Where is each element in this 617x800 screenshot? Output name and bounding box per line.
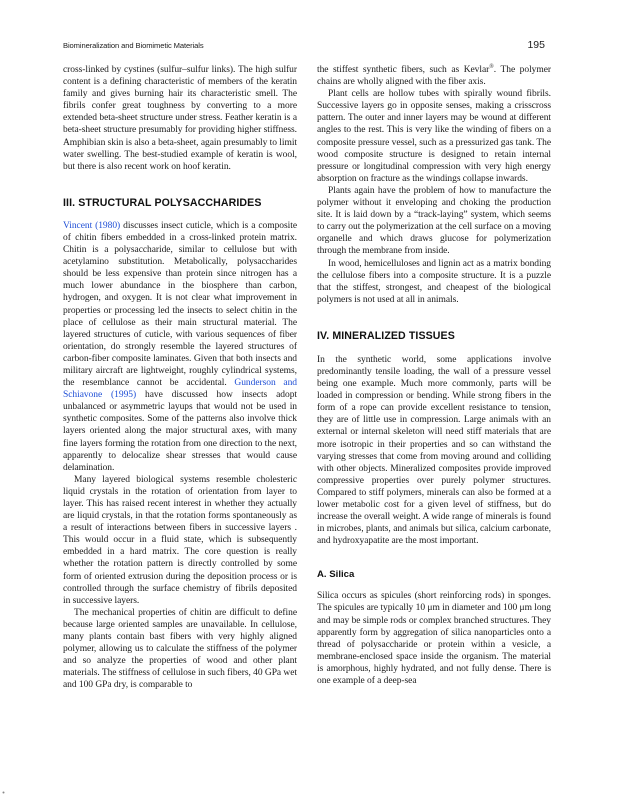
insect-cuticle-paragraph: [63, 220, 297, 474]
insect-cuticle-text-part1: discusses insect cuticle, which is a composite of chitin fibers embedded in a cross-linked protein matrix. Chitin is a polysaccharide, similar to cellulose but with acetylamino substitution. Metabolically, polysaccharides should be less expensive than protein since nitrogen has a much lower abundance in the biosphere than carbon, hydrogen, and oxygen. It is not clear what improvement in properties or processing led the insects to select chitin in the place of cellulose as their main structural material. The layered structures of cuticle, with various sequences of fiber orientation, do strongly resemble the layered structures of carbon-fiber composite laminates. Given that both insects and military aircraft are lightweight, roughly cylindrical systems, the resemblance cannot be accidental.: [63, 220, 297, 389]
citation-link-vincent-1980[interactable]: Vincent (1980): [63, 220, 121, 231]
keratin-paragraph: cross-linked by cystines (sulfur–sulfur links). The high sulfur content is a defining characteristic of members of the keratin family and gives burning hair its characteristic smell. The fibrils confer great toughness by converting to a more extended beta-sheet structure under stress. Feather keratin is a beta-sheet structure presumably for providing higher stiffness. Amphibian skin is also a beta-sheet, again presumably to limit water swelling. The best-studied example of keratin is wool, but there is also recent work on hoof keratin.: [63, 65, 297, 172]
plant-cells-paragraph: Plant cells are hollow tubes with spirally wound fibrils. Successive layers go in opposite senses, making a crisscross pattern. The outer and inner layers may be wound at different angles to the rest. This is very like the winding of fibers on a composite pressure vessel, such as a pressurized gas tank. The wood composite structure is designed to retain internal pressure or longitudinal compression with very high energy absorption on fracture as the windings collapse inwards.: [317, 89, 551, 184]
subsection-heading-silica: A. Silica: [317, 569, 355, 581]
silica-paragraph: Silica occurs as spicules (short reinforcing rods) in sponges. The spicules are typically 10 μm in diameter and 100 μm long and may be simple rods or complex branched structures. They apparently form by aggregation of silica nanoparticles onto a thread of polysaccharide or protein within a vesicle, a membrane-enclosed space inside the organism. The material is amorphous, highly hydrated, and not fully dense. There is one example of a deep-sea: [317, 591, 551, 687]
track-laying-paragraph: Plants again have the problem of how to manufacture the polymer without it enveloping and choking the production site. It is laid down by a “track-laying” system, which seems to carry out the polymerization at the cell surface on a moving organelle and which draws glucose for polymerization through the membrane from inside.: [317, 185, 551, 257]
corner-dot-mark: [2, 791, 5, 794]
wood-matrix-paragraph: In wood, hemicelluloses and lignin act as a matrix bonding the cellulose fibers into a composite structure. It is a puzzle that the stiffest, strongest, and cheapest of the biological polymers is not used at all in animals.: [317, 258, 551, 305]
citation-link-gunderson-schiavone-1995[interactable]: Gunderson and Schiavone (1995): [63, 378, 297, 401]
page-number: 195: [527, 39, 545, 51]
chitin-properties-paragraph: The mechanical properties of chitin are difficult to define because large oriented samples are unavailable. In cellulose, many plants contain bast fibers with very highly aligned polymer, allowing us to calculate the stiffness of the polymer and so analyze the properties of wood and other plant materials. The stiffness of cellulose in such fibers, 40 GPa wet and 100 GPa dry, is comparable to: [63, 607, 297, 691]
registered-mark: ®: [489, 63, 494, 70]
section-heading-mineralized-tissues: IV. MINERALIZED TISSUES: [317, 329, 455, 342]
section-heading-structural-polysaccharides: III. STRUCTURAL POLYSACCHARIDES: [63, 196, 262, 209]
insect-cuticle-text-part2: have discussed how insects adopt unbalanced or asymmetric layups that would not be used in synthetic composites. Some of the patterns also involve thick layers oriented along the major structural axes, with many fine layers forming the rotation from one direction to the next, apparently to delocalize shear stresses that would cause delamination.: [63, 390, 297, 473]
right-column: [317, 64, 551, 687]
kevlar-text-part1: the stiffest synthetic fibers, such as Kevlar: [317, 65, 490, 75]
liquid-crystal-paragraph: Many layered biological systems resemble cholesteric liquid crystals in the rotation of orientation from layer to layer. This has raised recent interest in whether they actually are liquid crystals, in that the rotation forms spontaneously as a result of interactions between fibers in successive layers . This would occur in a fluid state, which is subsequently embedded in a hard matrix. The core question is really whether the rotation pattern is directly controlled by some form of oriented extrusion during the deposition process or is controlled through the surface chemistry of fibrils deposited in successive layers.: [63, 474, 297, 606]
kevlar-text-part2: . The polymer chains are wholly aligned with the fiber axis.: [317, 65, 551, 88]
running-head: Biomineralization and Biomimetic Materials: [63, 41, 204, 50]
mineralized-intro-paragraph: In the synthetic world, some applications involve predominantly tensile loading, the wall of a pressure vessel being one example. Much more commonly, parts will be loaded in compression or bending. While strong fibers in the form of a rope can provide excellent resistance to tension, they are of little use in compression. Large animals with an external or internal skeleton will need stiff materials that are more isotropic in their properties and so can withstand the varying stresses that come from moving around and colliding with other objects. Mineralized composites provide improved compressive properties over purely polymer structures. Compared to stiff polymers, minerals can also be formed at a lower metabolic cost for a given level of stiffness, but do increase the overall weight. A wide range of minerals is found in microbes, plants, and animals but silica, calcium carbonate, and hydroxyapatite are the most important.: [317, 354, 551, 547]
left-column: [63, 64, 297, 692]
kevlar-paragraph: [317, 64, 551, 88]
